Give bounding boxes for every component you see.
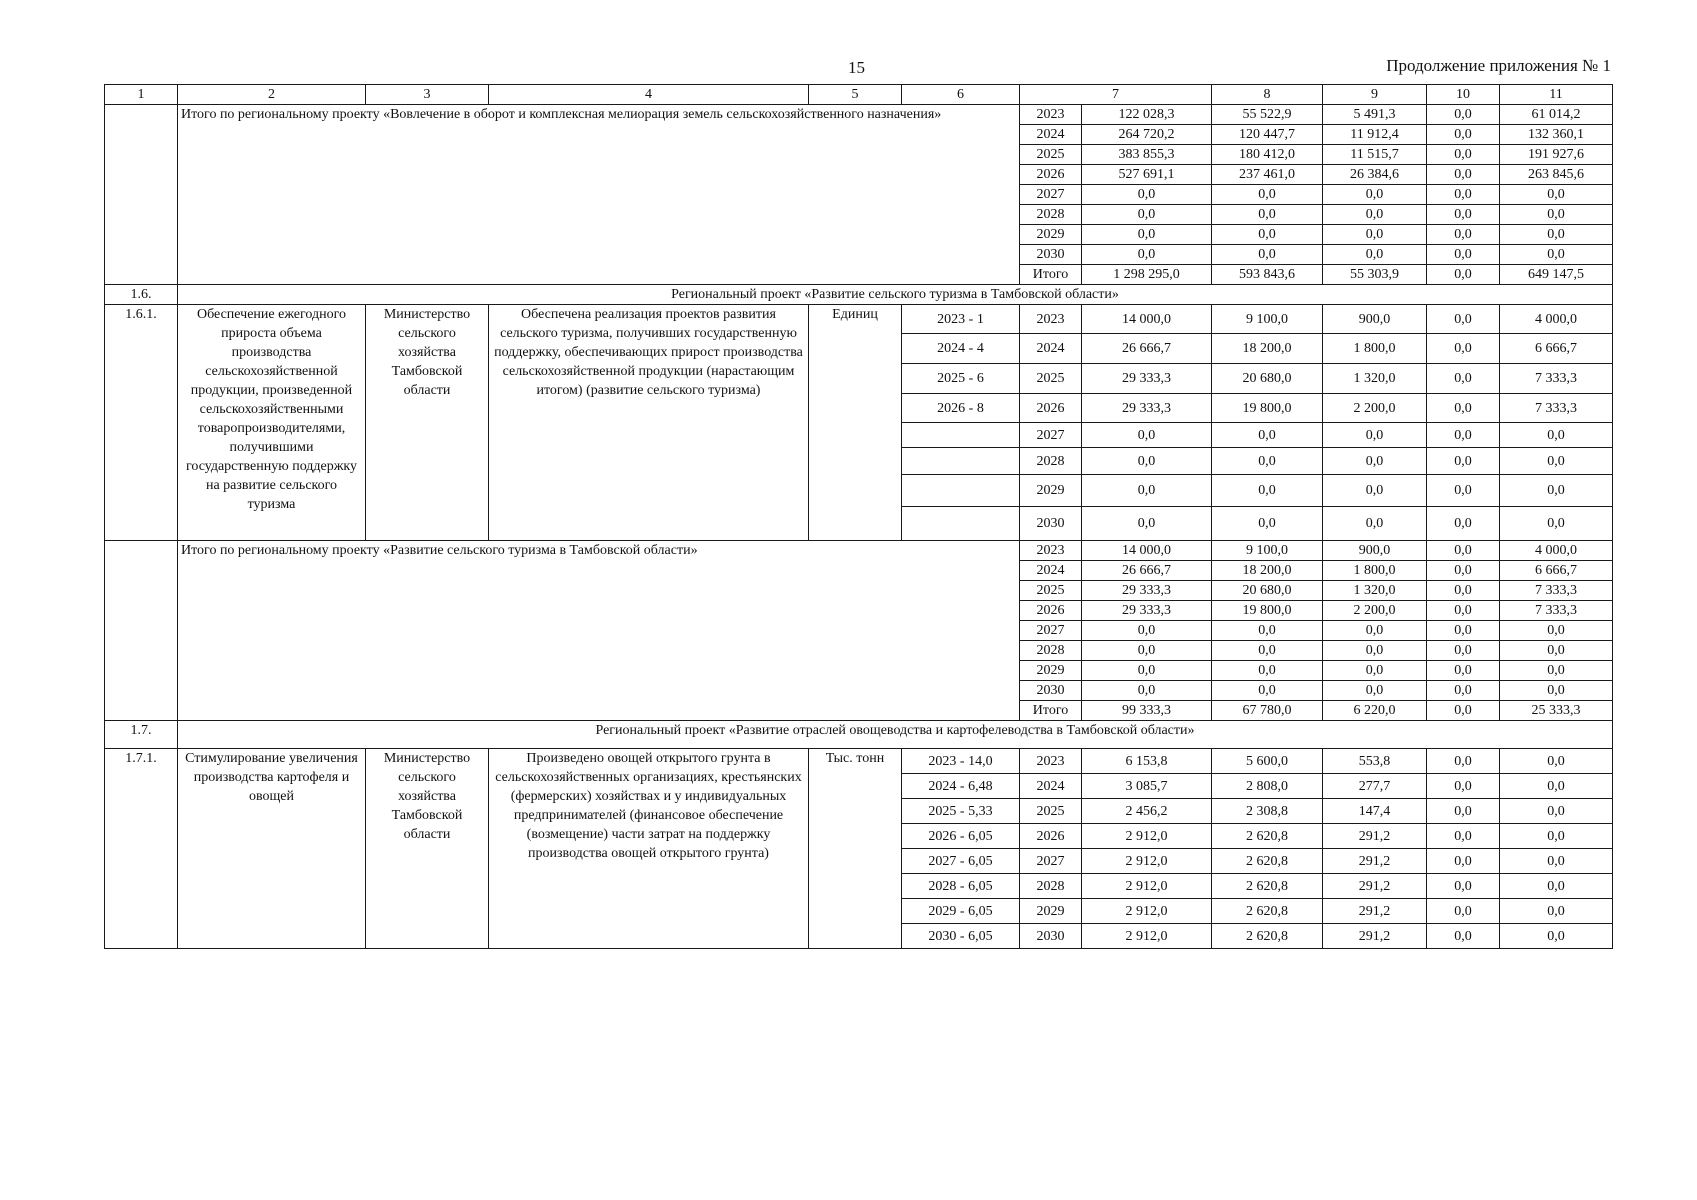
federal-cell: 67 780,0 — [1212, 701, 1323, 721]
total-cell: 0,0 — [1082, 681, 1212, 701]
year-cell: 2028 — [1020, 448, 1082, 475]
total-cell: 1 298 295,0 — [1082, 265, 1212, 285]
item-number: 1.7.1. — [105, 749, 178, 949]
item-row — [105, 749, 1613, 774]
total-cell: 0,0 — [1082, 661, 1212, 681]
total-cell: 0,0 — [1082, 245, 1212, 265]
total-cell: 99 333,3 — [1082, 701, 1212, 721]
total-cell: 3 085,7 — [1082, 774, 1212, 799]
total-cell: 0,0 — [1082, 225, 1212, 245]
continuation-label: Продолжение приложения № 1 — [1386, 56, 1611, 75]
other-cell: 191 927,6 — [1500, 145, 1613, 165]
year-cell: 2028 — [1020, 874, 1082, 899]
regional-cell: 1 800,0 — [1323, 561, 1427, 581]
year-cell: 2030 — [1020, 507, 1082, 541]
federal-cell: 2 620,8 — [1212, 849, 1323, 874]
federal-cell: 2 620,8 — [1212, 824, 1323, 849]
total-cell: 0,0 — [1082, 621, 1212, 641]
other-cell: 7 333,3 — [1500, 394, 1613, 423]
other-cell: 7 333,3 — [1500, 601, 1613, 621]
federal-cell: 0,0 — [1212, 185, 1323, 205]
regional-cell: 0,0 — [1323, 423, 1427, 448]
local-cell: 0,0 — [1427, 448, 1500, 475]
regional-cell: 553,8 — [1323, 749, 1427, 774]
regional-cell: 277,7 — [1323, 774, 1427, 799]
regional-cell: 0,0 — [1323, 621, 1427, 641]
federal-cell: 0,0 — [1212, 641, 1323, 661]
total-label: Итого по региональному проекту «Развитие сельского туризма в Тамбовской области» — [178, 541, 1020, 721]
total-cell: 0,0 — [1082, 205, 1212, 225]
target-value-cell: 2023 - 1 — [902, 305, 1020, 334]
other-cell: 0,0 — [1500, 799, 1613, 824]
target-value-cell — [902, 507, 1020, 541]
other-cell: 0,0 — [1500, 774, 1613, 799]
other-cell: 0,0 — [1500, 225, 1613, 245]
year-cell: 2025 — [1020, 145, 1082, 165]
local-cell: 0,0 — [1427, 475, 1500, 507]
regional-cell: 2 200,0 — [1323, 394, 1427, 423]
year-cell: 2025 — [1020, 364, 1082, 394]
year-cell: 2025 — [1020, 799, 1082, 824]
local-cell: 0,0 — [1427, 305, 1500, 334]
other-cell: 0,0 — [1500, 681, 1613, 701]
other-cell: 0,0 — [1500, 749, 1613, 774]
year-cell: 2026 — [1020, 394, 1082, 423]
other-cell: 0,0 — [1500, 661, 1613, 681]
target-value-cell — [902, 475, 1020, 507]
year-cell: 2029 — [1020, 661, 1082, 681]
total-cell: 29 333,3 — [1082, 364, 1212, 394]
local-cell: 0,0 — [1427, 641, 1500, 661]
total-cell: 2 912,0 — [1082, 924, 1212, 949]
unit-cell: Единиц — [809, 305, 902, 541]
federal-cell: 9 100,0 — [1212, 541, 1323, 561]
target-value-cell: 2026 - 6,05 — [902, 824, 1020, 849]
regional-cell: 291,2 — [1323, 924, 1427, 949]
other-cell: 0,0 — [1500, 448, 1613, 475]
federal-cell: 20 680,0 — [1212, 364, 1323, 394]
federal-cell: 0,0 — [1212, 681, 1323, 701]
federal-cell: 180 412,0 — [1212, 145, 1323, 165]
budget-table — [104, 84, 1613, 949]
federal-cell: 18 200,0 — [1212, 334, 1323, 364]
total-cell: 0,0 — [1082, 475, 1212, 507]
regional-cell: 11 515,7 — [1323, 145, 1427, 165]
total-cell: 527 691,1 — [1082, 165, 1212, 185]
regional-cell: 291,2 — [1323, 849, 1427, 874]
column-number-header: 10 — [1427, 85, 1500, 105]
year-cell: 2026 — [1020, 601, 1082, 621]
indicator-description: Обеспечена реализация проектов развития сельского туризма, получивших государственную поддержку, обеспечивающих прирост производства сельскохозяйственной продукции (нарастающим итогом) (развитие сельского туризма) — [489, 305, 809, 541]
federal-cell: 0,0 — [1212, 621, 1323, 641]
local-cell: 0,0 — [1427, 205, 1500, 225]
year-cell: 2023 — [1020, 105, 1082, 125]
federal-cell: 2 620,8 — [1212, 899, 1323, 924]
column-number-header: 6 — [902, 85, 1020, 105]
local-cell: 0,0 — [1427, 701, 1500, 721]
federal-cell: 2 620,8 — [1212, 924, 1323, 949]
federal-cell: 120 447,7 — [1212, 125, 1323, 145]
local-cell: 0,0 — [1427, 924, 1500, 949]
other-cell: 4 000,0 — [1500, 541, 1613, 561]
local-cell: 0,0 — [1427, 774, 1500, 799]
other-cell: 61 014,2 — [1500, 105, 1613, 125]
other-cell: 0,0 — [1500, 621, 1613, 641]
local-cell: 0,0 — [1427, 541, 1500, 561]
regional-cell: 1 320,0 — [1323, 364, 1427, 394]
target-value-cell: 2027 - 6,05 — [902, 849, 1020, 874]
column-number-header: 5 — [809, 85, 902, 105]
federal-cell: 0,0 — [1212, 245, 1323, 265]
item-description: Стимулирование увеличения производства картофеля и овощей — [178, 749, 366, 949]
federal-cell: 2 620,8 — [1212, 874, 1323, 899]
total-cell: 0,0 — [1082, 507, 1212, 541]
regional-cell: 0,0 — [1323, 448, 1427, 475]
total-row — [105, 105, 1613, 125]
target-value-cell: 2024 - 6,48 — [902, 774, 1020, 799]
local-cell: 0,0 — [1427, 105, 1500, 125]
federal-cell: 0,0 — [1212, 507, 1323, 541]
other-cell: 4 000,0 — [1500, 305, 1613, 334]
federal-cell: 0,0 — [1212, 423, 1323, 448]
other-cell: 6 666,7 — [1500, 561, 1613, 581]
regional-cell: 900,0 — [1323, 541, 1427, 561]
other-cell: 0,0 — [1500, 423, 1613, 448]
year-cell: 2030 — [1020, 245, 1082, 265]
year-cell: 2027 — [1020, 185, 1082, 205]
total-label: Итого по региональному проекту «Вовлечение в оборот и комплексная мелиорация земель сельскохозяйственного назначения» — [178, 105, 1020, 285]
local-cell: 0,0 — [1427, 824, 1500, 849]
unit-cell: Тыс. тонн — [809, 749, 902, 949]
total-cell: 29 333,3 — [1082, 581, 1212, 601]
regional-cell: 0,0 — [1323, 205, 1427, 225]
other-cell: 7 333,3 — [1500, 364, 1613, 394]
target-value-cell: 2029 - 6,05 — [902, 899, 1020, 924]
year-cell: Итого — [1020, 701, 1082, 721]
target-value-cell: 2028 - 6,05 — [902, 874, 1020, 899]
total-row — [105, 541, 1613, 561]
total-cell: 2 456,2 — [1082, 799, 1212, 824]
target-value-cell: 2023 - 14,0 — [902, 749, 1020, 774]
local-cell: 0,0 — [1427, 874, 1500, 899]
regional-cell: 0,0 — [1323, 641, 1427, 661]
federal-cell: 2 308,8 — [1212, 799, 1323, 824]
regional-cell: 0,0 — [1323, 245, 1427, 265]
year-cell: 2026 — [1020, 824, 1082, 849]
federal-cell: 55 522,9 — [1212, 105, 1323, 125]
total-cell: 122 028,3 — [1082, 105, 1212, 125]
federal-cell: 0,0 — [1212, 225, 1323, 245]
column-number-header: 4 — [489, 85, 809, 105]
year-cell: 2025 — [1020, 581, 1082, 601]
section-title: Региональный проект «Развитие отраслей овощеводства и картофелеводства в Тамбовской области» — [178, 721, 1613, 749]
total-cell: 14 000,0 — [1082, 305, 1212, 334]
target-value-cell — [902, 448, 1020, 475]
regional-cell: 11 912,4 — [1323, 125, 1427, 145]
regional-cell: 0,0 — [1323, 507, 1427, 541]
local-cell: 0,0 — [1427, 364, 1500, 394]
total-cell: 2 912,0 — [1082, 849, 1212, 874]
year-cell: 2024 — [1020, 125, 1082, 145]
other-cell: 649 147,5 — [1500, 265, 1613, 285]
year-cell: 2024 — [1020, 774, 1082, 799]
year-cell: 2030 — [1020, 924, 1082, 949]
section-title: Региональный проект «Развитие сельского туризма в Тамбовской области» — [178, 285, 1613, 305]
regional-cell: 0,0 — [1323, 475, 1427, 507]
other-cell: 25 333,3 — [1500, 701, 1613, 721]
year-cell: 2023 — [1020, 749, 1082, 774]
total-cell: 2 912,0 — [1082, 824, 1212, 849]
year-cell: 2029 — [1020, 225, 1082, 245]
local-cell: 0,0 — [1427, 125, 1500, 145]
empty-cell — [105, 105, 178, 285]
column-number-header: 1 — [105, 85, 178, 105]
regional-cell: 0,0 — [1323, 681, 1427, 701]
total-cell: 14 000,0 — [1082, 541, 1212, 561]
other-cell: 0,0 — [1500, 874, 1613, 899]
regional-cell: 291,2 — [1323, 824, 1427, 849]
federal-cell: 0,0 — [1212, 661, 1323, 681]
column-number-header: 2 — [178, 85, 366, 105]
other-cell: 0,0 — [1500, 507, 1613, 541]
other-cell: 0,0 — [1500, 924, 1613, 949]
item-row — [105, 305, 1613, 334]
local-cell: 0,0 — [1427, 394, 1500, 423]
total-cell: 0,0 — [1082, 641, 1212, 661]
header-row — [105, 85, 1613, 105]
regional-cell: 1 800,0 — [1323, 334, 1427, 364]
item-description: Обеспечение ежегодного прироста объема производства сельскохозяйственной продукции, произведенной сельскохозяйственными товаропроизводителями, получившими государственную поддержку на развитие сельского туризма — [178, 305, 366, 541]
total-cell: 6 153,8 — [1082, 749, 1212, 774]
federal-cell: 0,0 — [1212, 475, 1323, 507]
column-number-header: 11 — [1500, 85, 1613, 105]
local-cell: 0,0 — [1427, 245, 1500, 265]
total-cell: 2 912,0 — [1082, 899, 1212, 924]
other-cell: 0,0 — [1500, 205, 1613, 225]
federal-cell: 593 843,6 — [1212, 265, 1323, 285]
column-number-header: 9 — [1323, 85, 1427, 105]
year-cell: 2027 — [1020, 423, 1082, 448]
total-cell: 26 666,7 — [1082, 561, 1212, 581]
year-cell: 2028 — [1020, 205, 1082, 225]
local-cell: 0,0 — [1427, 334, 1500, 364]
column-number-header: 8 — [1212, 85, 1323, 105]
year-cell: 2027 — [1020, 621, 1082, 641]
total-cell: 0,0 — [1082, 448, 1212, 475]
year-cell: 2026 — [1020, 165, 1082, 185]
other-cell: 0,0 — [1500, 824, 1613, 849]
total-cell: 2 912,0 — [1082, 874, 1212, 899]
target-value-cell: 2026 - 8 — [902, 394, 1020, 423]
local-cell: 0,0 — [1427, 507, 1500, 541]
regional-cell: 0,0 — [1323, 225, 1427, 245]
indicator-description: Произведено овощей открытого грунта в сельскохозяйственных организациях, крестьянских (фермерских) хозяйствах и у индивидуальных предпринимателей (финансовое обеспечение (возмещение) части затрат на поддержку производства овощей открытого грунта) — [489, 749, 809, 949]
federal-cell: 0,0 — [1212, 448, 1323, 475]
total-cell: 29 333,3 — [1082, 394, 1212, 423]
local-cell: 0,0 — [1427, 749, 1500, 774]
target-value-cell: 2025 - 5,33 — [902, 799, 1020, 824]
item-number: 1.6.1. — [105, 305, 178, 541]
other-cell: 0,0 — [1500, 245, 1613, 265]
regional-cell: 900,0 — [1323, 305, 1427, 334]
section-row — [105, 285, 1613, 305]
column-number-header: 3 — [366, 85, 489, 105]
year-cell: 2030 — [1020, 681, 1082, 701]
total-cell: 0,0 — [1082, 423, 1212, 448]
empty-cell — [105, 541, 178, 721]
responsible-executor: Министерство сельского хозяйства Тамбовской области — [366, 305, 489, 541]
local-cell: 0,0 — [1427, 799, 1500, 824]
local-cell: 0,0 — [1427, 185, 1500, 205]
regional-cell: 291,2 — [1323, 899, 1427, 924]
other-cell: 7 333,3 — [1500, 581, 1613, 601]
year-cell: 2024 — [1020, 561, 1082, 581]
federal-cell: 5 600,0 — [1212, 749, 1323, 774]
regional-cell: 147,4 — [1323, 799, 1427, 824]
local-cell: 0,0 — [1427, 165, 1500, 185]
year-cell: 2028 — [1020, 641, 1082, 661]
year-cell: 2027 — [1020, 849, 1082, 874]
other-cell: 0,0 — [1500, 185, 1613, 205]
federal-cell: 19 800,0 — [1212, 394, 1323, 423]
column-number-header: 7 — [1020, 85, 1212, 105]
regional-cell: 6 220,0 — [1323, 701, 1427, 721]
year-cell: 2024 — [1020, 334, 1082, 364]
local-cell: 0,0 — [1427, 849, 1500, 874]
total-cell: 29 333,3 — [1082, 601, 1212, 621]
federal-cell: 237 461,0 — [1212, 165, 1323, 185]
local-cell: 0,0 — [1427, 581, 1500, 601]
local-cell: 0,0 — [1427, 423, 1500, 448]
year-cell: 2023 — [1020, 305, 1082, 334]
year-cell: 2023 — [1020, 541, 1082, 561]
total-cell: 0,0 — [1082, 185, 1212, 205]
other-cell: 0,0 — [1500, 641, 1613, 661]
year-cell: 2029 — [1020, 899, 1082, 924]
target-value-cell: 2024 - 4 — [902, 334, 1020, 364]
local-cell: 0,0 — [1427, 601, 1500, 621]
other-cell: 6 666,7 — [1500, 334, 1613, 364]
local-cell: 0,0 — [1427, 621, 1500, 641]
total-cell: 26 666,7 — [1082, 334, 1212, 364]
other-cell: 0,0 — [1500, 849, 1613, 874]
other-cell: 132 360,1 — [1500, 125, 1613, 145]
regional-cell: 291,2 — [1323, 874, 1427, 899]
year-cell: Итого — [1020, 265, 1082, 285]
other-cell: 263 845,6 — [1500, 165, 1613, 185]
regional-cell: 5 491,3 — [1323, 105, 1427, 125]
target-value-cell: 2025 - 6 — [902, 364, 1020, 394]
total-cell: 264 720,2 — [1082, 125, 1212, 145]
total-cell: 383 855,3 — [1082, 145, 1212, 165]
year-cell: 2029 — [1020, 475, 1082, 507]
regional-cell: 55 303,9 — [1323, 265, 1427, 285]
target-value-cell: 2030 - 6,05 — [902, 924, 1020, 949]
other-cell: 0,0 — [1500, 475, 1613, 507]
target-value-cell — [902, 423, 1020, 448]
federal-cell: 2 808,0 — [1212, 774, 1323, 799]
section-number: 1.6. — [105, 285, 178, 305]
local-cell: 0,0 — [1427, 145, 1500, 165]
responsible-executor: Министерство сельского хозяйства Тамбовской области — [366, 749, 489, 949]
local-cell: 0,0 — [1427, 899, 1500, 924]
local-cell: 0,0 — [1427, 661, 1500, 681]
section-row — [105, 721, 1613, 749]
section-number: 1.7. — [105, 721, 178, 749]
federal-cell: 0,0 — [1212, 205, 1323, 225]
local-cell: 0,0 — [1427, 561, 1500, 581]
local-cell: 0,0 — [1427, 225, 1500, 245]
federal-cell: 9 100,0 — [1212, 305, 1323, 334]
federal-cell: 20 680,0 — [1212, 581, 1323, 601]
regional-cell: 0,0 — [1323, 185, 1427, 205]
federal-cell: 19 800,0 — [1212, 601, 1323, 621]
federal-cell: 18 200,0 — [1212, 561, 1323, 581]
local-cell: 0,0 — [1427, 265, 1500, 285]
regional-cell: 0,0 — [1323, 661, 1427, 681]
regional-cell: 1 320,0 — [1323, 581, 1427, 601]
regional-cell: 2 200,0 — [1323, 601, 1427, 621]
page-number: 15 — [848, 58, 865, 77]
local-cell: 0,0 — [1427, 681, 1500, 701]
regional-cell: 26 384,6 — [1323, 165, 1427, 185]
other-cell: 0,0 — [1500, 899, 1613, 924]
